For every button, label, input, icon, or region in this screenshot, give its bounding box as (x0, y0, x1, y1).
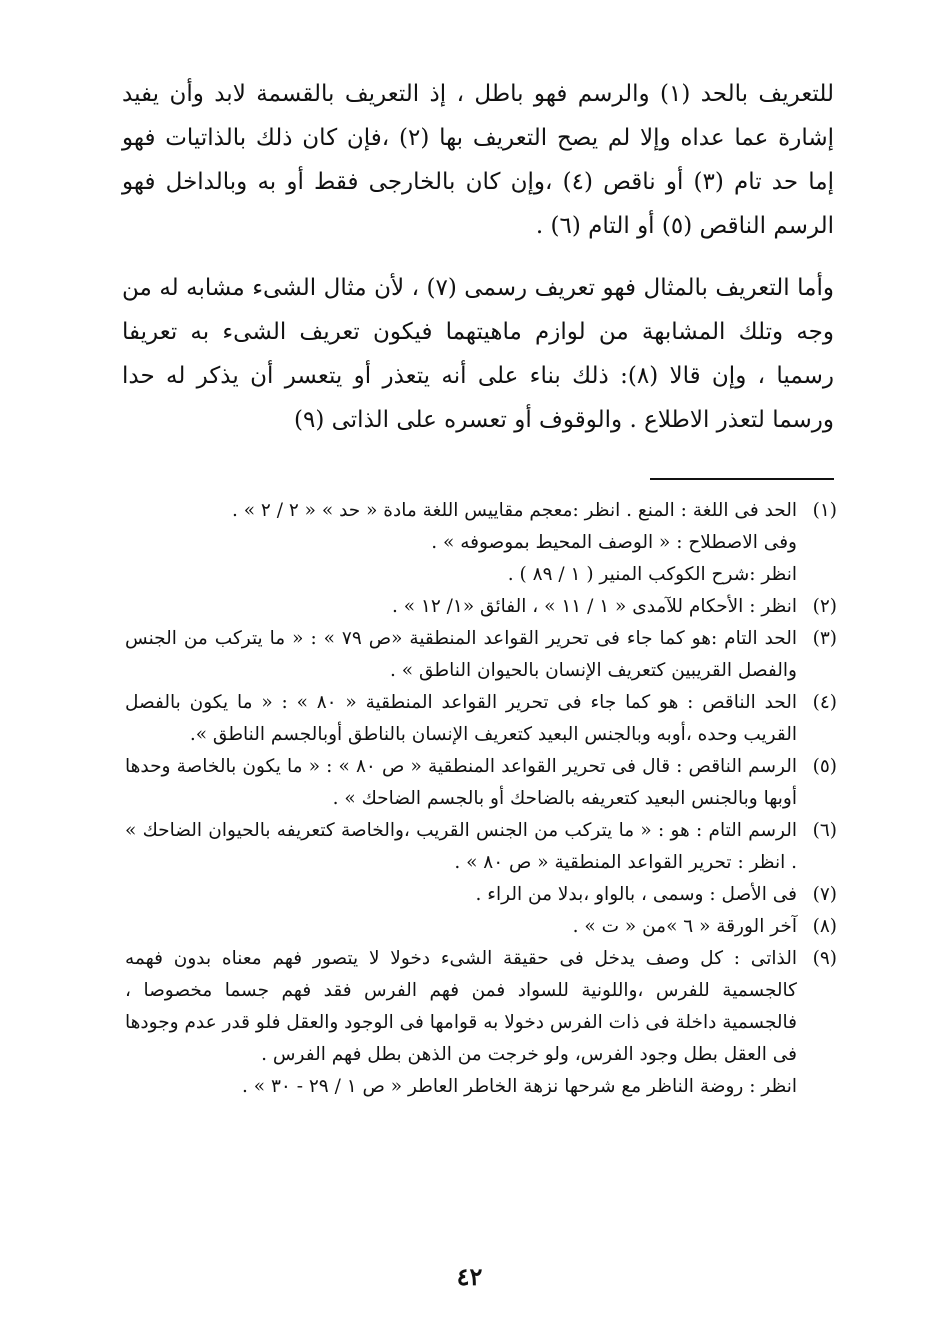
footnote-line: الرسم الناقص : قال فى تحرير القواعد المنطقية « ص ٨٠ » : « ما يكون بالخاصة وحدها أوبها وبالجنس البعيد كتعريفه بالضاحك أو بالجسم الضاحك » . (125, 756, 797, 809)
paragraph-2: وأما التعريف بالمثال فهو تعريف رسمى (٧) ، لأن مثال الشىء مشابه له من وجه وتلك المشابهة من لوازم ماهيتهما فيكون تعريف الشىء به تعريفا رسميا ، وإن قالا (٨): ذلك بناء على أنه يتعذر أو يتعسر أن يذكر له حدا ورسما لتعذر الاطلاع . والوقوف أو تعسره على الذاتى (٩) (122, 275, 834, 433)
main-text (122, 72, 834, 442)
footnote-number: (٥) (812, 756, 837, 777)
paragraph-1: للتعريف بالحد (١) والرسم فهو باطل ، إذ التعريف بالقسمة لابد وأن يفيد إشارة عما عداه وإلا لم يصح التعريف بها (٢) ،فإن كان ذلك بالذاتيات فهو إما حد تام (٣) أو ناقص (٤) ،وإن كان بالخارجى فقط أو به وبالداخل فهو الرسم الناقص (٥) أو التام (٦) . (122, 81, 834, 239)
footnotes (125, 495, 837, 1103)
footnote-7 (125, 879, 837, 911)
footnote-line: فى الأصل : وسمى ، بالواو ،بدلا من الراء . (475, 884, 797, 905)
footnote-5 (125, 751, 837, 815)
footnote-1 (125, 495, 837, 591)
footnote-line: انظر : روضة الناظر مع شرحها نزهة الخاطر العاطر « ص ١ / ٢٩ - ٣٠ » . (241, 1076, 797, 1097)
footnote-number: (٧) (812, 884, 837, 905)
footnote-number: (٤) (812, 692, 837, 713)
footnote-2 (125, 591, 837, 623)
footnote-line: الحد الناقص : هو كما جاء فى تحرير القواعد المنطقية « ٨٠ » : « ما يكون بالفصل القريب وحده ،أوبه وبالجنس البعيد كتعريف الإنسان بالناطق أوبالجسم الناطق ». (125, 692, 798, 745)
footnote-3 (125, 623, 837, 687)
footnote-4 (125, 687, 837, 751)
footnote-number: (٦) (812, 820, 837, 841)
footnote-number: (٢) (812, 596, 837, 617)
footnote-line: انظر :شرح الكوكب المنير ( ١ / ٨٩ ) . (507, 564, 797, 585)
footnote-number: (١) (812, 500, 837, 521)
footnote-line: آخر الورقة « ٦ »من « ت » . (572, 916, 797, 937)
footnote-number: (٨) (812, 916, 837, 937)
footnote-line: الحد فى اللغة : المنع . انظر :معجم مقاييس اللغة مادة « حد » « ٢ / ٢ » . (231, 500, 797, 521)
footnote-line: الرسم التام : هو : « ما يتركب من الجنس القريب ،والخاصة كتعريفه بالحيوان الضاحك » . انظر : تحرير القواعد المنطقية « ص ٨٠ » . (125, 820, 797, 873)
page-number: ٤٢ (456, 1262, 483, 1291)
footnote-6 (125, 815, 837, 879)
footnote-number: (٩) (812, 948, 837, 969)
footnote-line: وفى الاصطلاح : « الوصف المحيط بموصوفه » . (431, 532, 797, 553)
footnote-separator (650, 478, 834, 480)
footnote-number: (٣) (812, 628, 837, 649)
footnote-line: الذاتى : كل وصف يدخل فى حقيقة الشىء دخولا لا يتصور فهم معناه بدون فهمه كالجسمية للفرس ،واللونية للسواد فمن فهم الفرس فقد فهم جسما مخصوصا ، فالجسمية داخلة فى ذات الفرس دخولا به قوامها فى الوجود والعقل فلو قدر عدم وجودها فى العقل بطل وجود الفرس، ولو خرجت من الذهن بطل فهم الفرس . (125, 948, 797, 1065)
footnote-8 (125, 911, 837, 943)
footnote-line: الحد التام :هو كما جاء فى تحرير القواعد المنطقية «ص ٧٩ » : « ما يتركب من الجنس والفصل القريبين كتعريف الإنسان بالحيوان الناطق » . (125, 628, 797, 681)
footnote-line: انظر : الأحكام للآمدى « ١ / ١١ » ، الفائق «١/ ١٢ » . (391, 596, 797, 617)
footnote-9 (125, 943, 837, 1103)
